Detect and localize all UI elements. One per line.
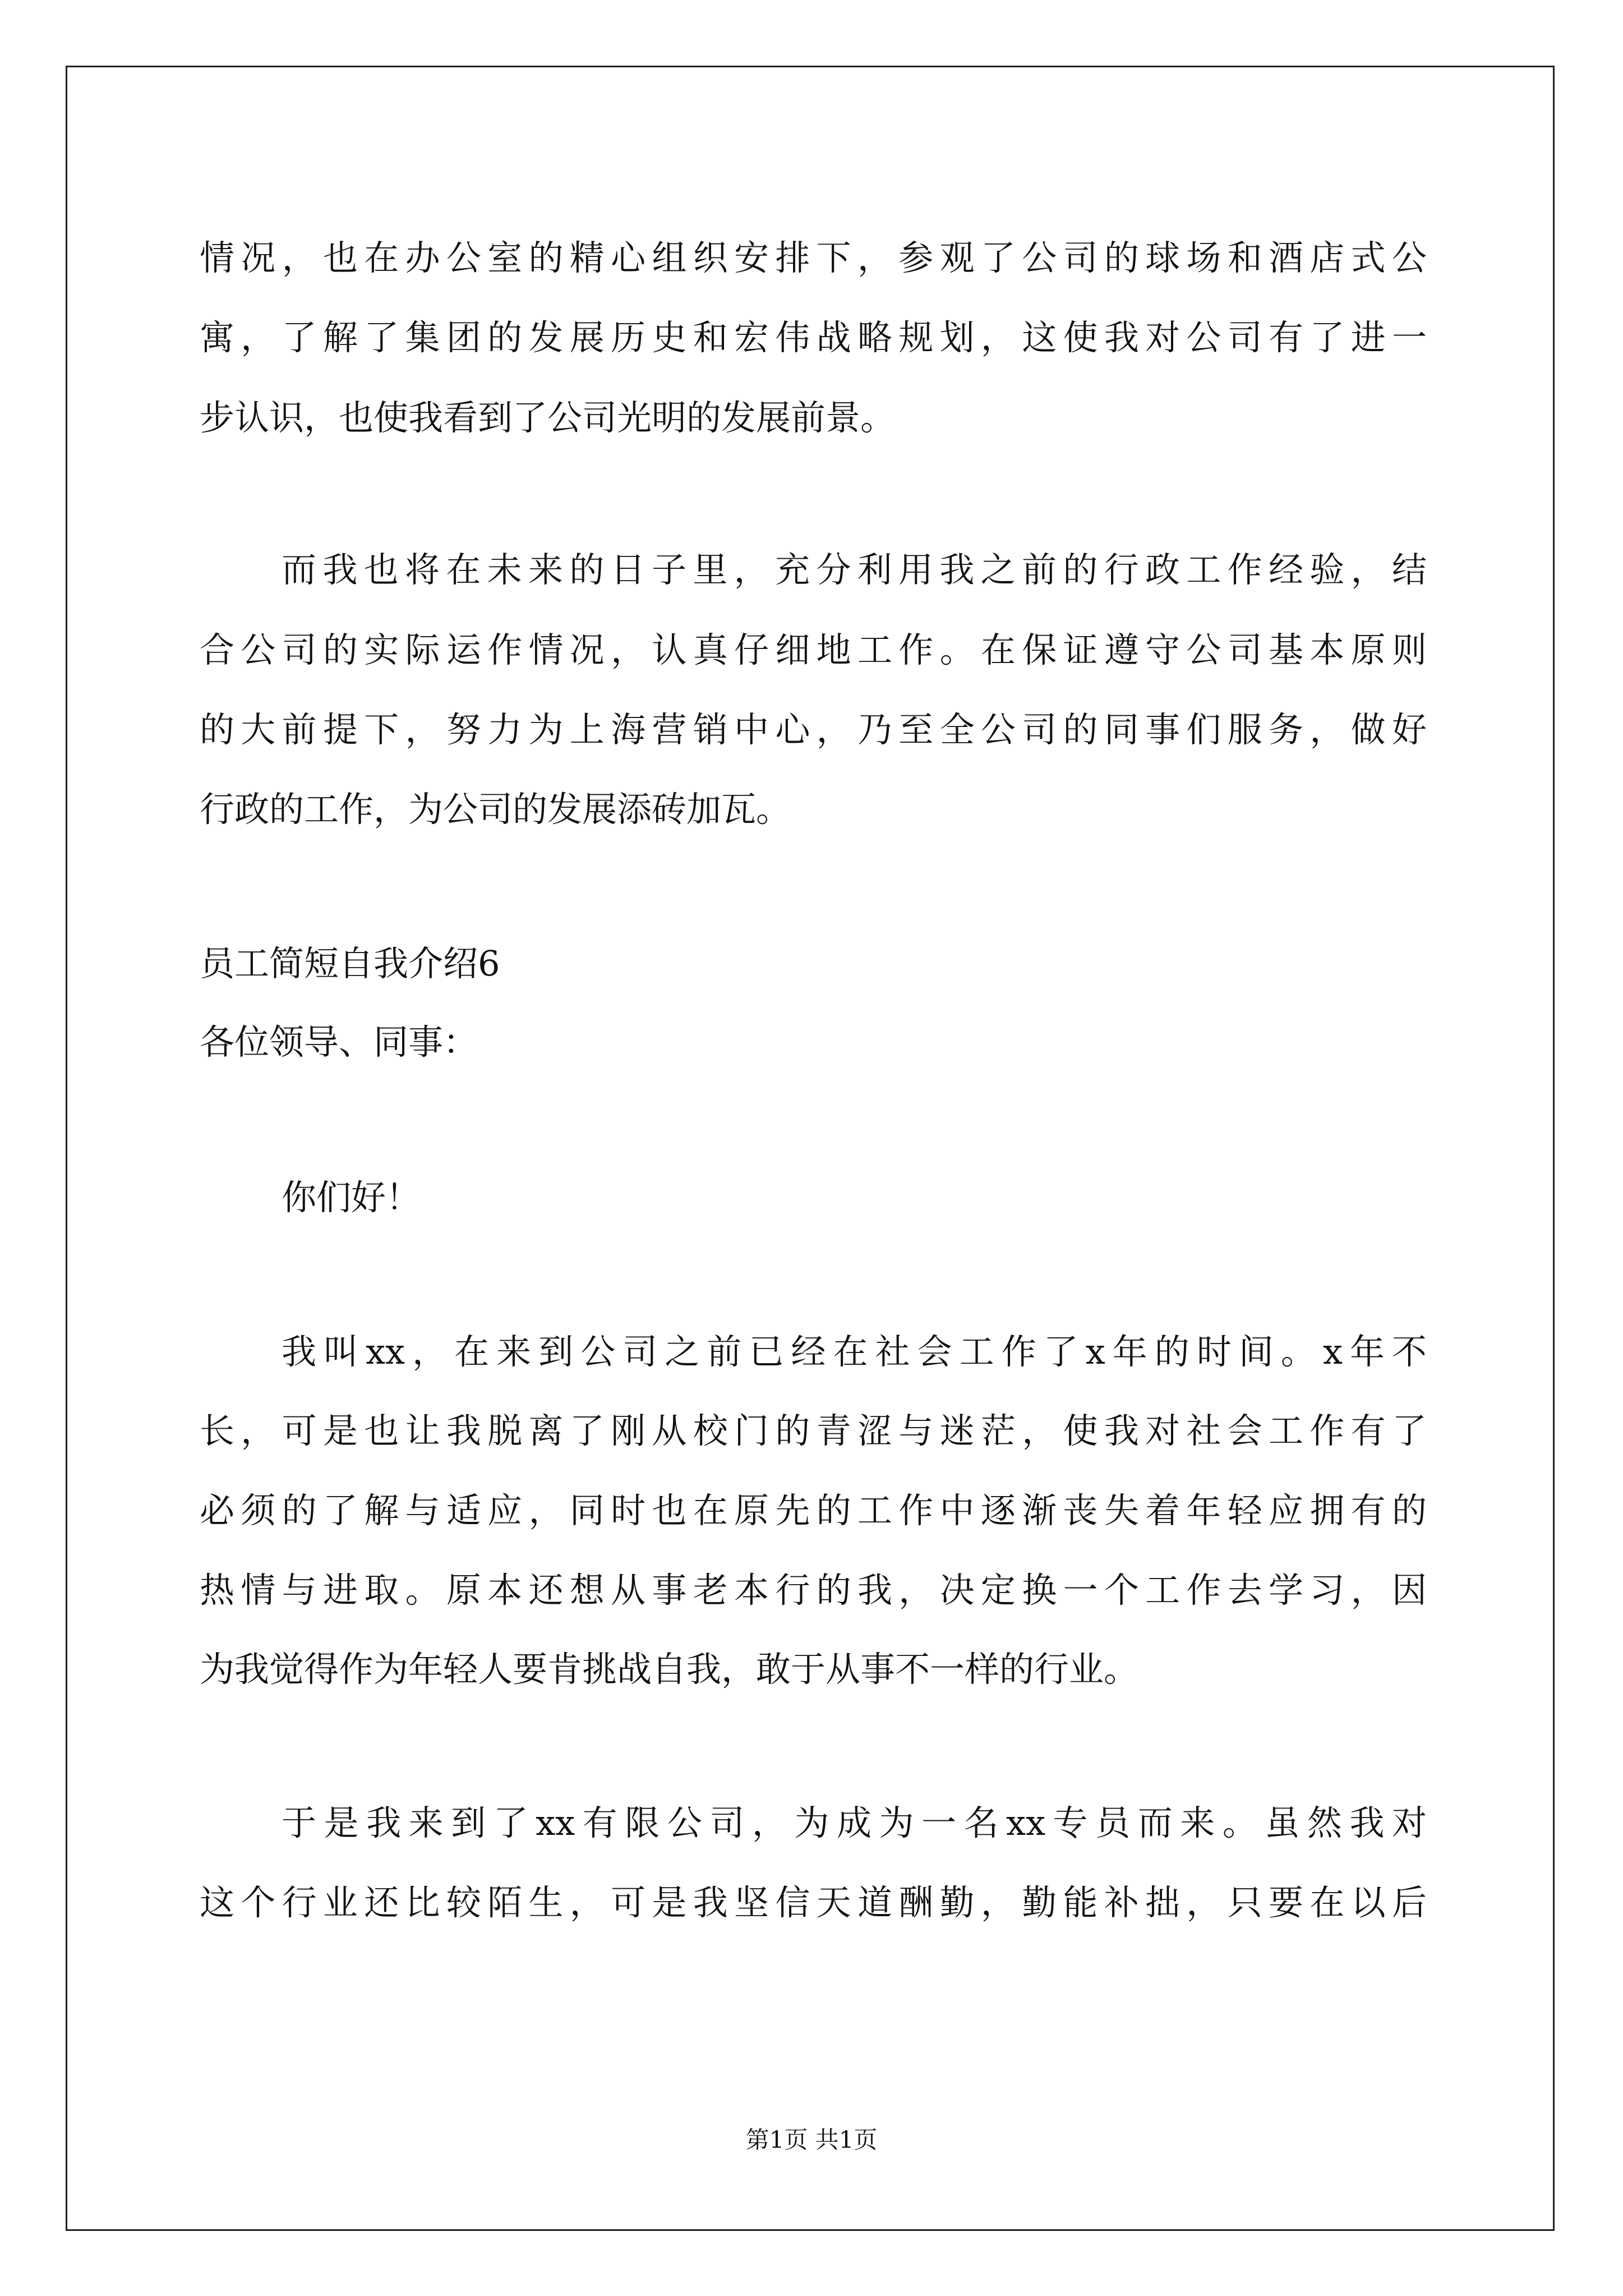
greeting: 你们好！ [282,1177,421,1218]
text-line: 长，可是也让我脱离了刚从校门的青涩与迷茫，使我对社会工作有了 [200,1410,1427,1451]
text-line: 而我也将在未来的日子里，充分利用我之前的行政工作经验，结 [282,549,1427,590]
text-line: 合公司的实际运作情况，认真仔细地工作。在保证遵守公司基本原则 [200,629,1427,670]
text-line: 我叫xx，在来到公司之前已经在社会工作了x年的时间。x年不 [282,1331,1427,1372]
text-line: 步认识，也使我看到了公司光明的发展前景。 [200,397,896,438]
text-line: 情况，也在办公室的精心组织安排下，参观了公司的球场和酒店式公 [200,237,1427,278]
text-line: 的大前提下，努力为上海营销中心，乃至全公司的同事们服务，做好 [200,709,1427,750]
section-heading: 员工简短自我介绍6 [200,943,500,984]
text-line: 于是我来到了xx有限公司，为成为一名xx专员而来。虽然我对 [282,1802,1427,1843]
text-line: 必须的了解与适应，同时也在原先的工作中逐渐丧失着年轻应拥有的 [200,1490,1427,1531]
text-line: 寓，了解了集团的发展历史和宏伟战略规划，这使我对公司有了进一 [200,317,1427,358]
text-line: 为我觉得作为年轻人要肯挑战自我，敢于从事不一样的行业。 [200,1649,1139,1690]
page-number-footer: 第1页 共1页 [745,2126,878,2154]
text-line: 行政的工作，为公司的发展添砖加瓦。 [200,789,791,830]
text-line: 热情与进取。原本还想从事老本行的我，决定换一个工作去学习，因 [200,1570,1427,1611]
salutation: 各位领导、同事： [200,1022,478,1062]
text-line: 这个行业还比较陌生，可是我坚信天道酬勤，勤能补拙，只要在以后 [200,1882,1427,1923]
